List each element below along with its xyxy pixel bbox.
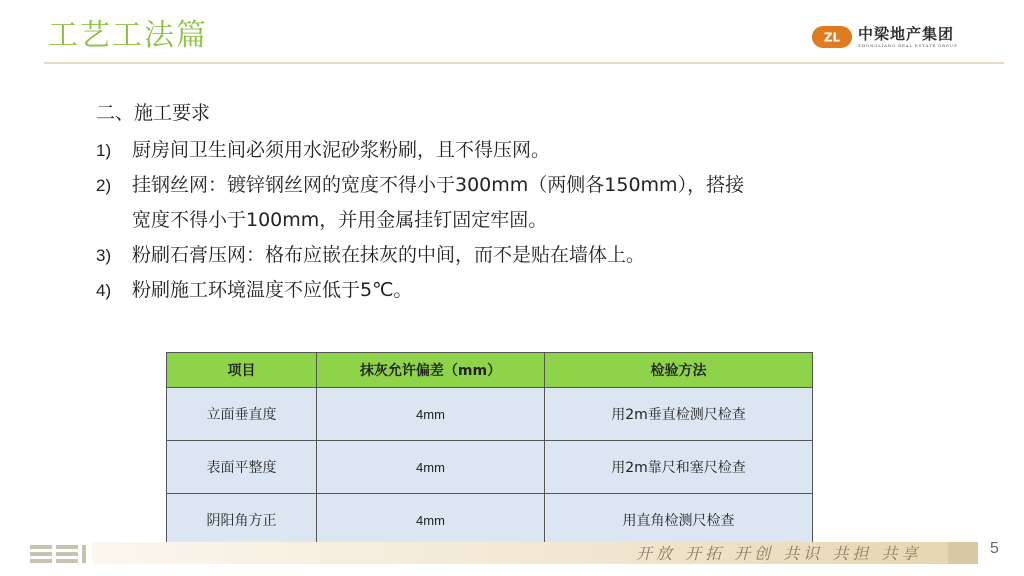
section-heading: 二、施工要求 bbox=[96, 102, 211, 124]
footer-bar-end bbox=[948, 542, 978, 564]
cell-item: 立面垂直度 bbox=[167, 388, 317, 441]
cell-tolerance: 4mm bbox=[317, 441, 545, 494]
page-number: 5 bbox=[990, 540, 999, 557]
cell-tolerance: 4mm bbox=[317, 494, 545, 547]
footer bbox=[0, 538, 1024, 566]
title-underline bbox=[44, 62, 1004, 64]
requirements-section bbox=[96, 98, 916, 308]
item-text: 挂钢丝网：镀锌钢丝网的宽度不得小于300mm（两侧各150mm），搭接 bbox=[132, 174, 745, 196]
cell-item: 表面平整度 bbox=[167, 441, 317, 494]
cell-method: 用2m垂直检测尺检查 bbox=[545, 388, 813, 441]
cell-tolerance: 4mm bbox=[317, 388, 545, 441]
item-text: 粉刷石膏压网：格布应嵌在抹灰的中间，而不是贴在墙体上。 bbox=[132, 244, 646, 266]
page-title: 工艺工法篇 bbox=[48, 18, 208, 53]
tolerance-table bbox=[166, 352, 813, 547]
item-number: 1) bbox=[96, 141, 112, 160]
cell-method: 用直角检测尺检查 bbox=[545, 494, 813, 547]
item-text-continuation: 宽度不得小于100mm，并用金属挂钉固定牢固。 bbox=[132, 209, 548, 231]
logo-mark-icon bbox=[812, 26, 852, 48]
column-header-tolerance: 抹灰允许偏差（mm） bbox=[317, 353, 545, 388]
list-item bbox=[96, 238, 916, 273]
cell-method: 用2m靠尺和塞尺检查 bbox=[545, 441, 813, 494]
list-item bbox=[96, 168, 916, 203]
footer-slogan: 开放 开拓 开创 共识 共担 共享 bbox=[636, 544, 922, 563]
footer-logo-mark-icon bbox=[30, 542, 88, 564]
list-item-continuation bbox=[96, 203, 916, 238]
item-text: 粉刷施工环境温度不应低于5℃。 bbox=[132, 279, 413, 301]
item-number: 3) bbox=[96, 246, 112, 265]
list-item bbox=[96, 273, 916, 308]
column-header-method: 检验方法 bbox=[545, 353, 813, 388]
list-item bbox=[96, 133, 916, 168]
cell-item: 阴阳角方正 bbox=[167, 494, 317, 547]
svg-text:ZL: ZL bbox=[823, 30, 841, 45]
item-number: 4) bbox=[96, 281, 112, 300]
table-row bbox=[167, 388, 813, 441]
company-logo bbox=[812, 24, 988, 52]
table-header-row bbox=[167, 353, 813, 388]
item-number: 2) bbox=[96, 176, 112, 195]
logo-name: 中梁地产集团 bbox=[858, 25, 955, 43]
table-row bbox=[167, 441, 813, 494]
item-text: 厨房间卫生间必须用水泥砂浆粉刷，且不得压网。 bbox=[132, 139, 551, 161]
logo-subtitle: ZHONGLIANG REAL ESTATE GROUP bbox=[858, 43, 958, 48]
column-header-item: 项目 bbox=[167, 353, 317, 388]
